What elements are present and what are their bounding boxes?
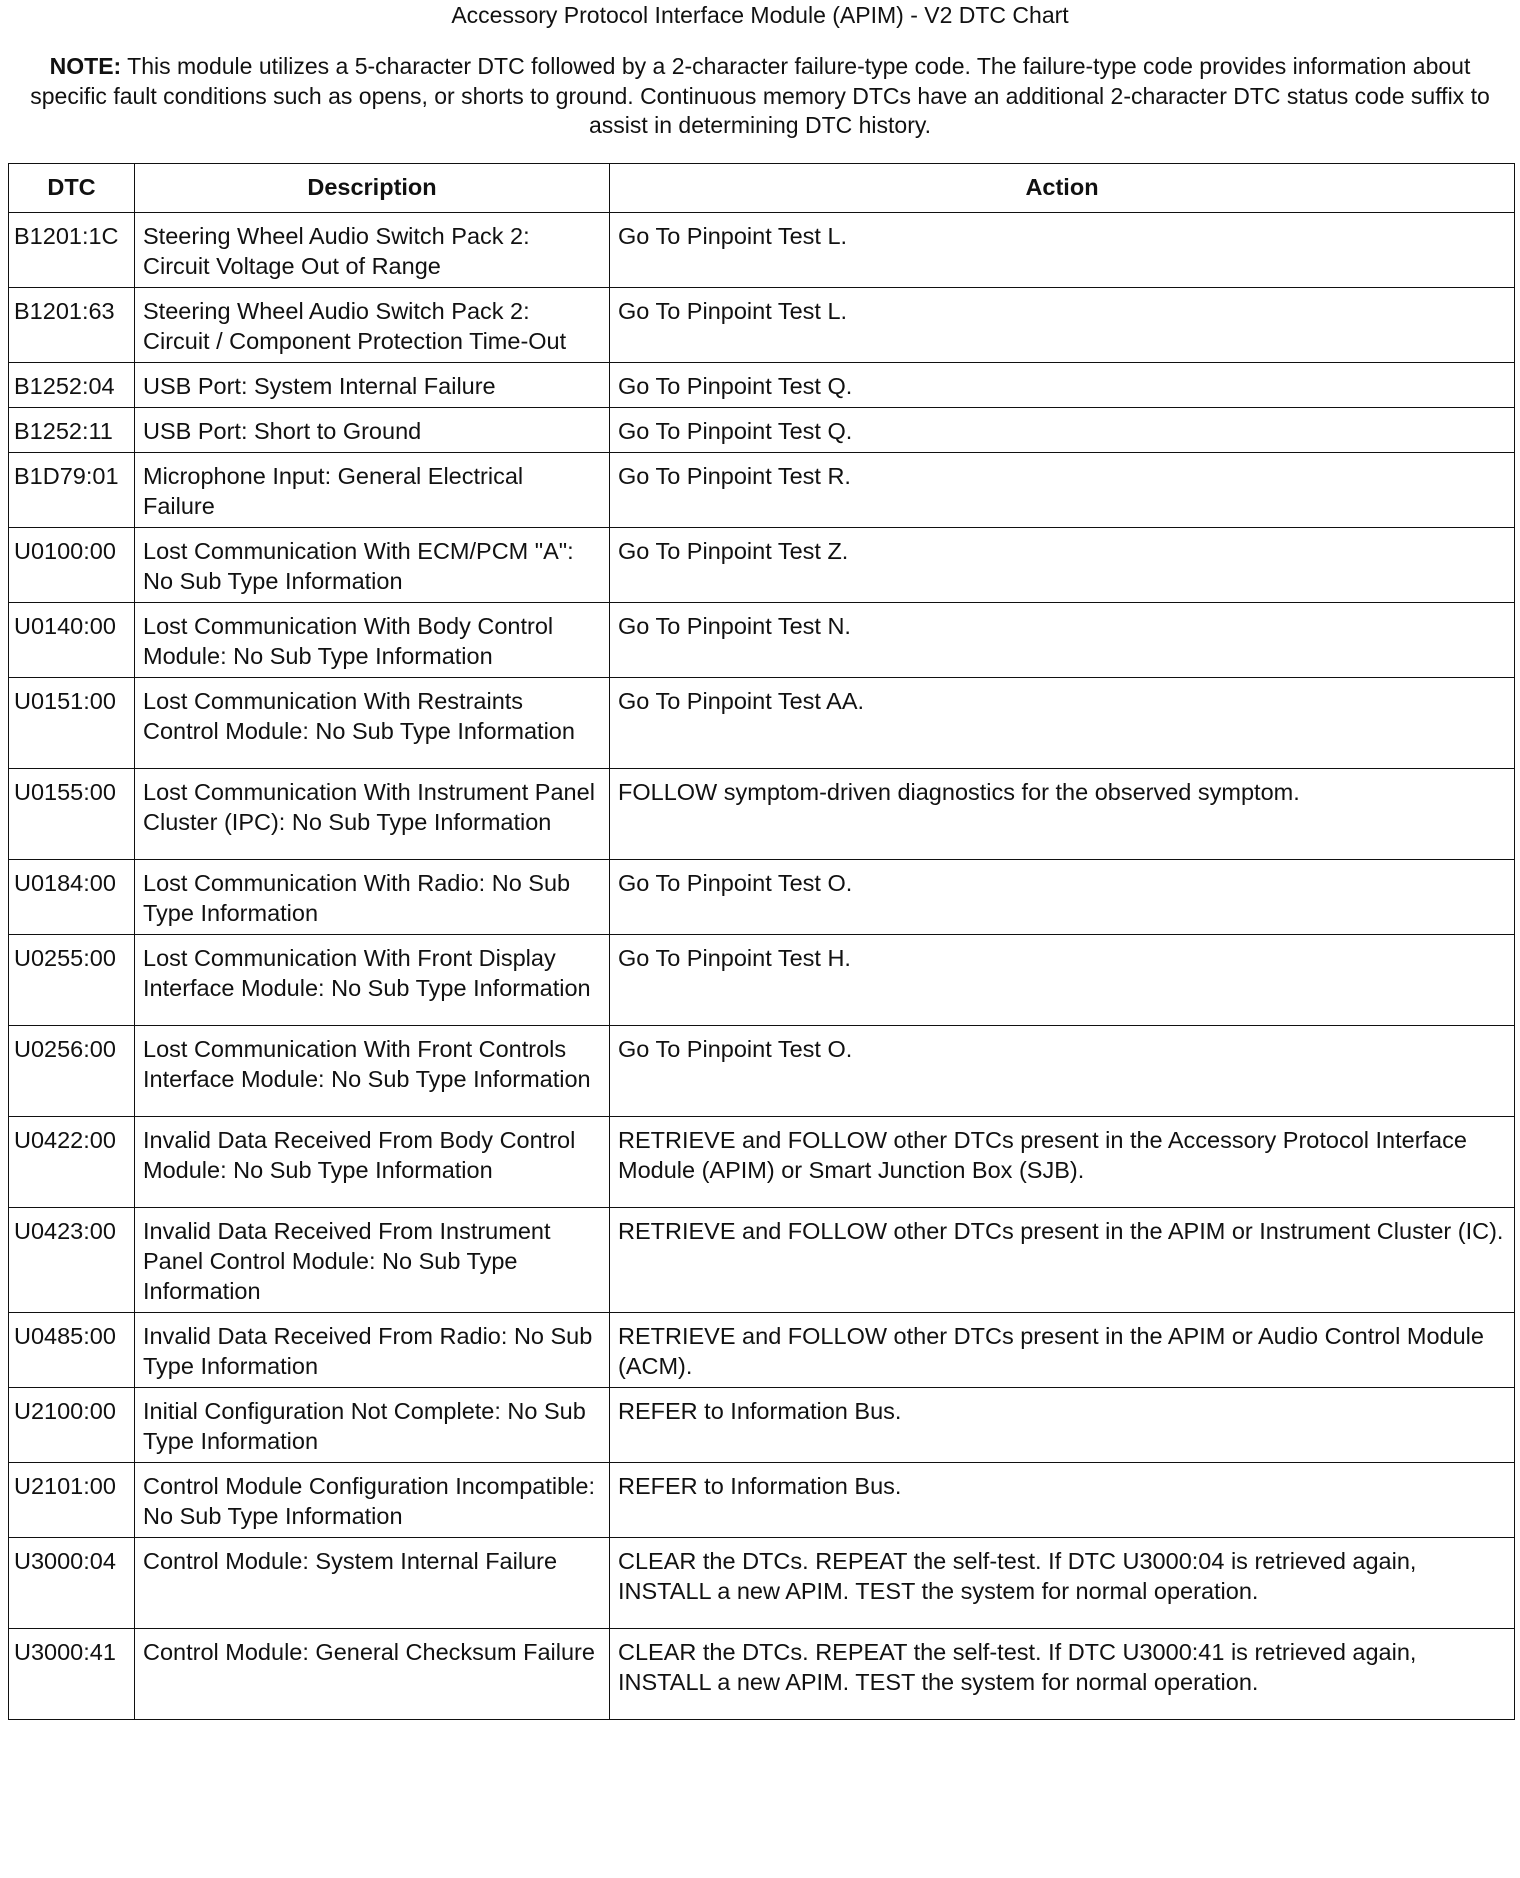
table-row [9, 935, 1515, 1026]
action-cell: REFER to Information Bus. [610, 1463, 1515, 1538]
table-row [9, 769, 1515, 860]
dtc-cell: U0422:00 [9, 1117, 135, 1208]
action-cell: RETRIEVE and FOLLOW other DTCs present in the Accessory Protocol Interface Module (APIM) or Smart Junction Box (SJB). [610, 1117, 1515, 1208]
action-cell: Go To Pinpoint Test O. [610, 860, 1515, 935]
description-cell: USB Port: Short to Ground [135, 408, 610, 453]
description-cell: Control Module: General Checksum Failure [135, 1629, 610, 1720]
table-row [9, 1026, 1515, 1117]
table-row [9, 1538, 1515, 1629]
action-cell: RETRIEVE and FOLLOW other DTCs present in the APIM or Audio Control Module (ACM). [610, 1313, 1515, 1388]
table-row [9, 363, 1515, 408]
description-cell: Lost Communication With Restraints Control Module: No Sub Type Information [135, 678, 610, 769]
dtc-cell: U3000:41 [9, 1629, 135, 1720]
description-cell: Invalid Data Received From Radio: No Sub Type Information [135, 1313, 610, 1388]
dtc-cell: U0100:00 [9, 528, 135, 603]
description-cell: Invalid Data Received From Body Control Module: No Sub Type Information [135, 1117, 610, 1208]
action-cell: Go To Pinpoint Test AA. [610, 678, 1515, 769]
table-row [9, 1313, 1515, 1388]
dtc-cell: U0140:00 [9, 603, 135, 678]
note-label: NOTE: [49, 53, 122, 79]
dtc-cell: B1252:04 [9, 363, 135, 408]
dtc-cell: U3000:04 [9, 1538, 135, 1629]
dtc-table [8, 163, 1515, 1720]
description-cell: Lost Communication With Front Display Interface Module: No Sub Type Information [135, 935, 610, 1026]
action-cell: Go To Pinpoint Test H. [610, 935, 1515, 1026]
action-cell: CLEAR the DTCs. REPEAT the self-test. If DTC U3000:41 is retrieved again, INSTALL a new APIM. TEST the system for normal operation. [610, 1629, 1515, 1720]
table-row [9, 528, 1515, 603]
action-cell: Go To Pinpoint Test L. [610, 288, 1515, 363]
action-cell: Go To Pinpoint Test L. [610, 213, 1515, 288]
table-body [9, 213, 1515, 1720]
table-row [9, 603, 1515, 678]
note-text: This module utilizes a 5-character DTC followed by a 2-character failure-type code. The failure-type code provides information about specific fault conditions such as opens, or shorts to ground. Continuous memory DTCs have an additional 2-character DTC status code suffix to assist in determining DTC history. [30, 53, 1490, 138]
dtc-cell: B1252:11 [9, 408, 135, 453]
dtc-cell: U0184:00 [9, 860, 135, 935]
dtc-cell: U2101:00 [9, 1463, 135, 1538]
header-dtc: DTC [9, 164, 135, 213]
table-row [9, 1117, 1515, 1208]
action-cell: CLEAR the DTCs. REPEAT the self-test. If DTC U3000:04 is retrieved again, INSTALL a new APIM. TEST the system for normal operation. [610, 1538, 1515, 1629]
dtc-cell: U0485:00 [9, 1313, 135, 1388]
action-cell: Go To Pinpoint Test N. [610, 603, 1515, 678]
table-row [9, 678, 1515, 769]
description-cell: Microphone Input: General Electrical Failure [135, 453, 610, 528]
dtc-cell: B1201:1C [9, 213, 135, 288]
dtc-cell: U0423:00 [9, 1208, 135, 1313]
action-cell: Go To Pinpoint Test O. [610, 1026, 1515, 1117]
dtc-cell: U0256:00 [9, 1026, 135, 1117]
description-cell: Invalid Data Received From Instrument Panel Control Module: No Sub Type Information [135, 1208, 610, 1313]
description-cell: Initial Configuration Not Complete: No Sub Type Information [135, 1388, 610, 1463]
dtc-cell: U0151:00 [9, 678, 135, 769]
table-row [9, 860, 1515, 935]
table-header-row [9, 164, 1515, 213]
description-cell: Steering Wheel Audio Switch Pack 2: Circuit Voltage Out of Range [135, 213, 610, 288]
action-cell: REFER to Information Bus. [610, 1388, 1515, 1463]
description-cell: Steering Wheel Audio Switch Pack 2: Circuit / Component Protection Time-Out [135, 288, 610, 363]
action-cell: Go To Pinpoint Test Q. [610, 363, 1515, 408]
table-row [9, 453, 1515, 528]
dtc-cell: U2100:00 [9, 1388, 135, 1463]
action-cell: FOLLOW symptom-driven diagnostics for the observed symptom. [610, 769, 1515, 860]
description-cell: Lost Communication With Instrument Panel Cluster (IPC): No Sub Type Information [135, 769, 610, 860]
table-row [9, 1208, 1515, 1313]
table-row [9, 408, 1515, 453]
description-cell: Lost Communication With Front Controls Interface Module: No Sub Type Information [135, 1026, 610, 1117]
header-action: Action [610, 164, 1515, 213]
table-row [9, 213, 1515, 288]
description-cell: Lost Communication With Radio: No Sub Type Information [135, 860, 610, 935]
table-row [9, 1388, 1515, 1463]
action-cell: Go To Pinpoint Test R. [610, 453, 1515, 528]
dtc-cell: U0255:00 [9, 935, 135, 1026]
description-cell: Control Module: System Internal Failure [135, 1538, 610, 1629]
description-cell: USB Port: System Internal Failure [135, 363, 610, 408]
action-cell: Go To Pinpoint Test Z. [610, 528, 1515, 603]
chart-title: Accessory Protocol Interface Module (APIM) - V2 DTC Chart [451, 2, 1069, 28]
description-cell: Lost Communication With ECM/PCM "A": No Sub Type Information [135, 528, 610, 603]
table-row [9, 1463, 1515, 1538]
table-row [9, 288, 1515, 363]
header-description: Description [135, 164, 610, 213]
dtc-cell: U0155:00 [9, 769, 135, 860]
table-row [9, 1629, 1515, 1720]
note-paragraph [14, 52, 1506, 141]
action-cell: RETRIEVE and FOLLOW other DTCs present in the APIM or Instrument Cluster (IC). [610, 1208, 1515, 1313]
action-cell: Go To Pinpoint Test Q. [610, 408, 1515, 453]
description-cell: Lost Communication With Body Control Module: No Sub Type Information [135, 603, 610, 678]
dtc-cell: B1201:63 [9, 288, 135, 363]
dtc-cell: B1D79:01 [9, 453, 135, 528]
description-cell: Control Module Configuration Incompatible: No Sub Type Information [135, 1463, 610, 1538]
